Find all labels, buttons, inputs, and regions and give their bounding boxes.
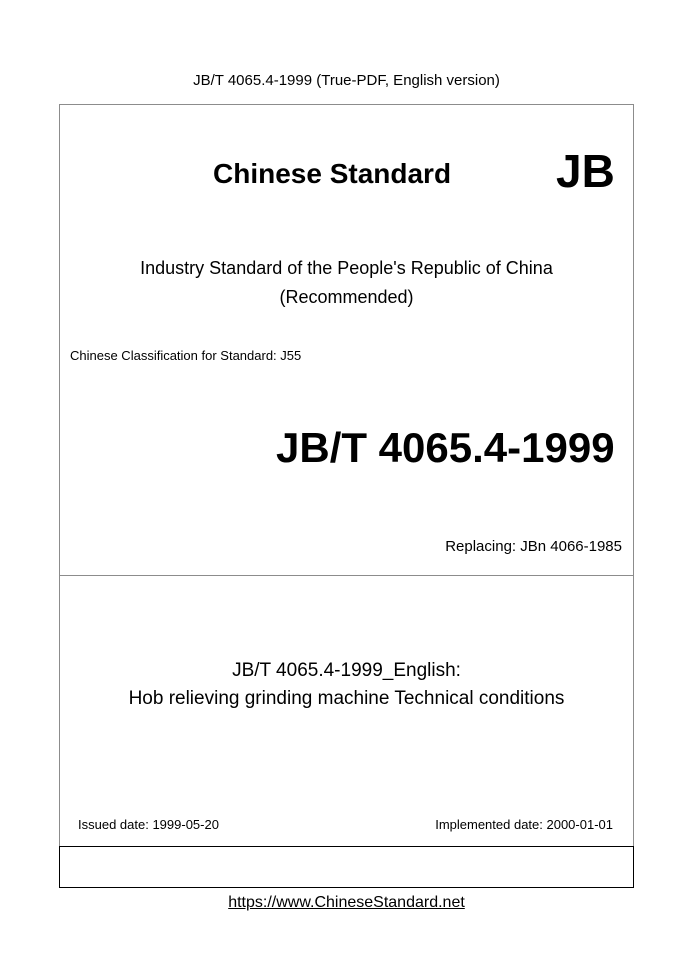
standard-code: JB [556, 145, 615, 197]
website-link[interactable]: https://www.ChineseStandard.net [228, 894, 465, 911]
title-box [59, 575, 634, 847]
implemented-date: Implemented date: 2000-01-01 [435, 817, 613, 832]
empty-box [59, 846, 634, 888]
recommended-line: (Recommended) [279, 287, 414, 307]
doc-title-line2: Hob relieving grinding machine Technical conditions [128, 688, 565, 709]
chinese-standard-title: Chinese Standard [213, 158, 452, 189]
replacing-note: Replacing: JBn 4066-1985 [445, 538, 622, 555]
standard-number: JB/T 4065.4-1999 [276, 424, 615, 471]
issued-date: Issued date: 1999-05-20 [78, 817, 219, 832]
classification: Chinese Classification for Standard: J55 [70, 348, 302, 363]
page-header: JB/T 4065.4-1999 (True-PDF, English version) [193, 72, 500, 89]
doc-title-line1: JB/T 4065.4-1999_English: [232, 660, 461, 681]
industry-standard-line: Industry Standard of the People's Republic of China [140, 258, 553, 278]
